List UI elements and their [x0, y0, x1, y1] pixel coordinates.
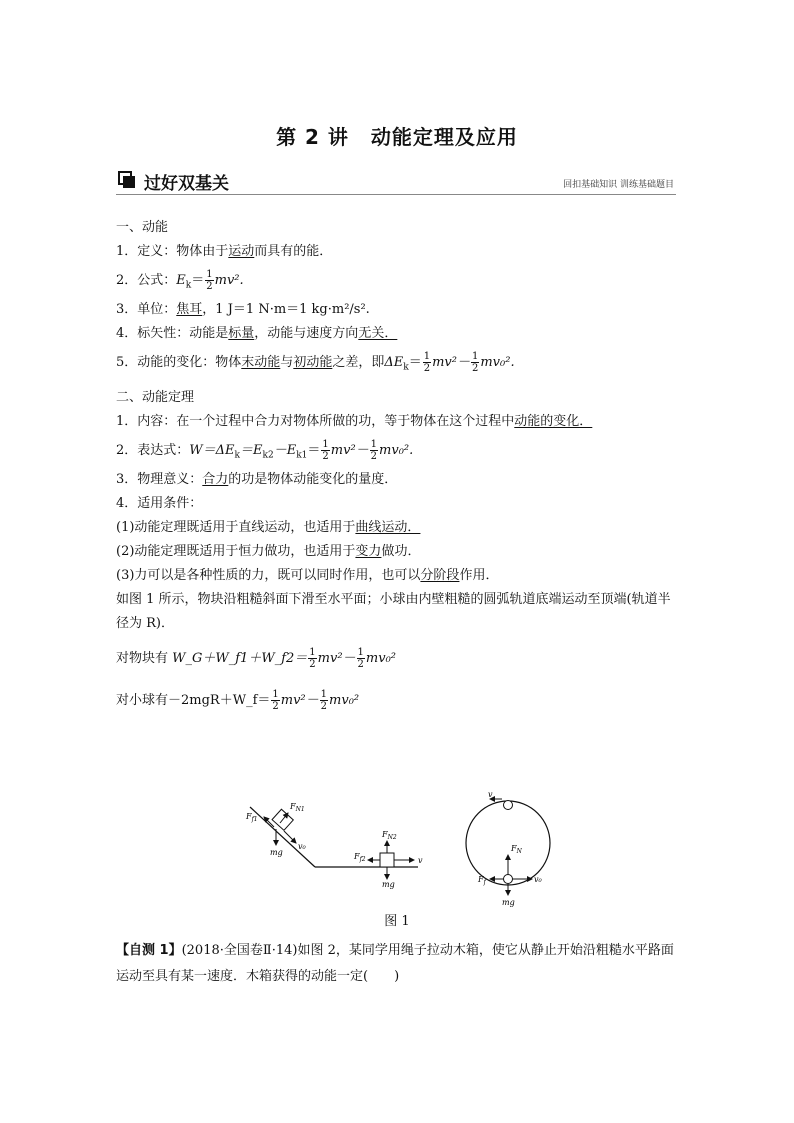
answer-blank: 焦耳 — [176, 302, 203, 317]
answer-blank: 变力 — [355, 544, 382, 559]
formula-line: 2．公式：$E_k=$ $\frac{1}{2}$ mv². — [116, 269, 244, 292]
label-fn2: $F_{N2}$ — [382, 830, 397, 841]
meaning-line: 3．物理意义：合力的功是物体动能变化的量度． — [116, 472, 398, 487]
self-test-text: (2018·全国卷Ⅱ·14)如图 2，某同学用绳子拉动木箱，使它从静止开始沿粗糙水平路面运动至具有某一速度．木箱获得的动能一定( ) — [116, 943, 674, 984]
answer-blank: 动能的变化． — [514, 414, 593, 429]
label-mg-1: mg — [270, 848, 283, 857]
label-fn: $F_N$ — [511, 844, 522, 855]
answer-blank: 末动能 — [241, 355, 281, 370]
fraction: $\frac{1}{2}$ — [320, 689, 328, 712]
answer-blank: 标量 — [228, 326, 255, 341]
part2-heading: 二、动能定理 — [116, 390, 195, 405]
definition-line: 1．定义：物体由于运动而具有的能． — [116, 244, 333, 259]
example-text: 如图 1 所示，物块沿粗糙斜面下滑至水平面；小球由内壁粗糙的圆弧轨道底端运动至顶端(轨道半径为 R)． — [116, 592, 671, 631]
fraction: $\frac{1}{2}$ — [309, 647, 316, 670]
change-line: 5．动能的变化：物体末动能与初动能之差，即$\Delta E_k=$ $\frac{1}{2}$ mv²－ $\frac{1}{2}$ mv₀². — [116, 351, 515, 374]
self-test-tag: 【自测 1】 — [116, 943, 182, 958]
expression-line: 2．表达式：$W=\Delta E_k=E_{k2}-E_{k1}=$ $\frac{1}{2}$ mv²－ $\frac{1}{2}$ mv₀². — [116, 439, 414, 462]
label-v0-left: v₀ — [298, 842, 306, 851]
block-equation: 对物块有 W_G＋W_f1＋W_f2＝ $\frac{1}{2}$ mv²－ $\frac{1}{2}$ mv₀² — [116, 647, 397, 670]
content-line: 1．内容：在一个过程中合力对物体所做的功，等于物体在这个过程中动能的变化． — [116, 414, 593, 429]
section-hint: 回扣基础知识 训练基础题目 — [563, 180, 674, 190]
conditions-heading: 4．适用条件： — [116, 496, 203, 511]
answer-blank: 运动 — [228, 244, 255, 259]
fraction: $\frac{1}{2}$ — [206, 269, 213, 292]
answer-blank: 初动能 — [293, 355, 333, 370]
label-mg-3: mg — [502, 898, 515, 907]
figure-caption: 图 1 — [384, 914, 410, 929]
label-fn1: $F_{N1}$ — [290, 802, 305, 813]
answer-blank: 合力 — [202, 472, 229, 487]
label-mg-2: mg — [382, 880, 395, 889]
section-title: 过好双基关 — [144, 174, 229, 194]
answer-blank: 无关． — [358, 326, 398, 341]
ball-bottom — [504, 875, 513, 884]
part1-heading: 一、动能 — [116, 220, 169, 235]
fraction: $\frac{1}{2}$ — [357, 647, 364, 670]
fraction: $\frac{1}{2}$ — [272, 689, 279, 712]
self-test-1 — [116, 938, 682, 990]
fraction: $\frac{1}{2}$ — [423, 351, 431, 374]
answer-blank: 曲线运动． — [355, 520, 421, 535]
fraction: $\frac{1}{2}$ — [370, 439, 378, 462]
ball-equation: 对小球有－2mgR＋W_f＝ $\frac{1}{2}$ mv²－ $\frac{1}{2}$ mv₀² — [116, 689, 360, 712]
velocity-arrow-1 — [284, 831, 296, 843]
fraction: $\frac{1}{2}$ — [471, 351, 479, 374]
unit-line: 3．单位：焦耳，1 J＝1 N·m＝1 kg·m²/s². — [116, 302, 370, 317]
answer-blank: 分阶段 — [420, 568, 460, 583]
label-v-right: v — [418, 856, 423, 865]
condition-1: (1)动能定理既适用于直线运动，也适用于曲线运动． — [116, 520, 421, 535]
section-square-icon — [118, 171, 136, 189]
label-ff2: $F_{f2}$ — [354, 852, 366, 863]
label-v0-bottom: v₀ — [534, 875, 542, 884]
lecture-topic: 动能定理及应用 — [370, 125, 518, 149]
label-ff1: $F_{f1}$ — [246, 812, 258, 823]
scalar-line: 4．标矢性：动能是标量，动能与速度方向无关． — [116, 326, 398, 341]
ground-block — [380, 853, 394, 867]
ball-top — [504, 801, 513, 810]
condition-3: (3)力可以是各种性质的力，既可以同时作用，也可以分阶段作用． — [116, 568, 499, 583]
fraction: $\frac{1}{2}$ — [322, 439, 329, 462]
page-title — [0, 121, 794, 150]
main-content — [116, 216, 682, 718]
figure-1-diagram — [240, 785, 570, 910]
section-header — [116, 168, 676, 195]
lecture-number: 第 2 讲 — [276, 125, 349, 149]
label-v-top: v — [488, 790, 493, 799]
label-ff: $F_f$ — [478, 875, 486, 886]
condition-2: (2)动能定理既适用于恒力做功，也适用于变力做功． — [116, 544, 421, 559]
